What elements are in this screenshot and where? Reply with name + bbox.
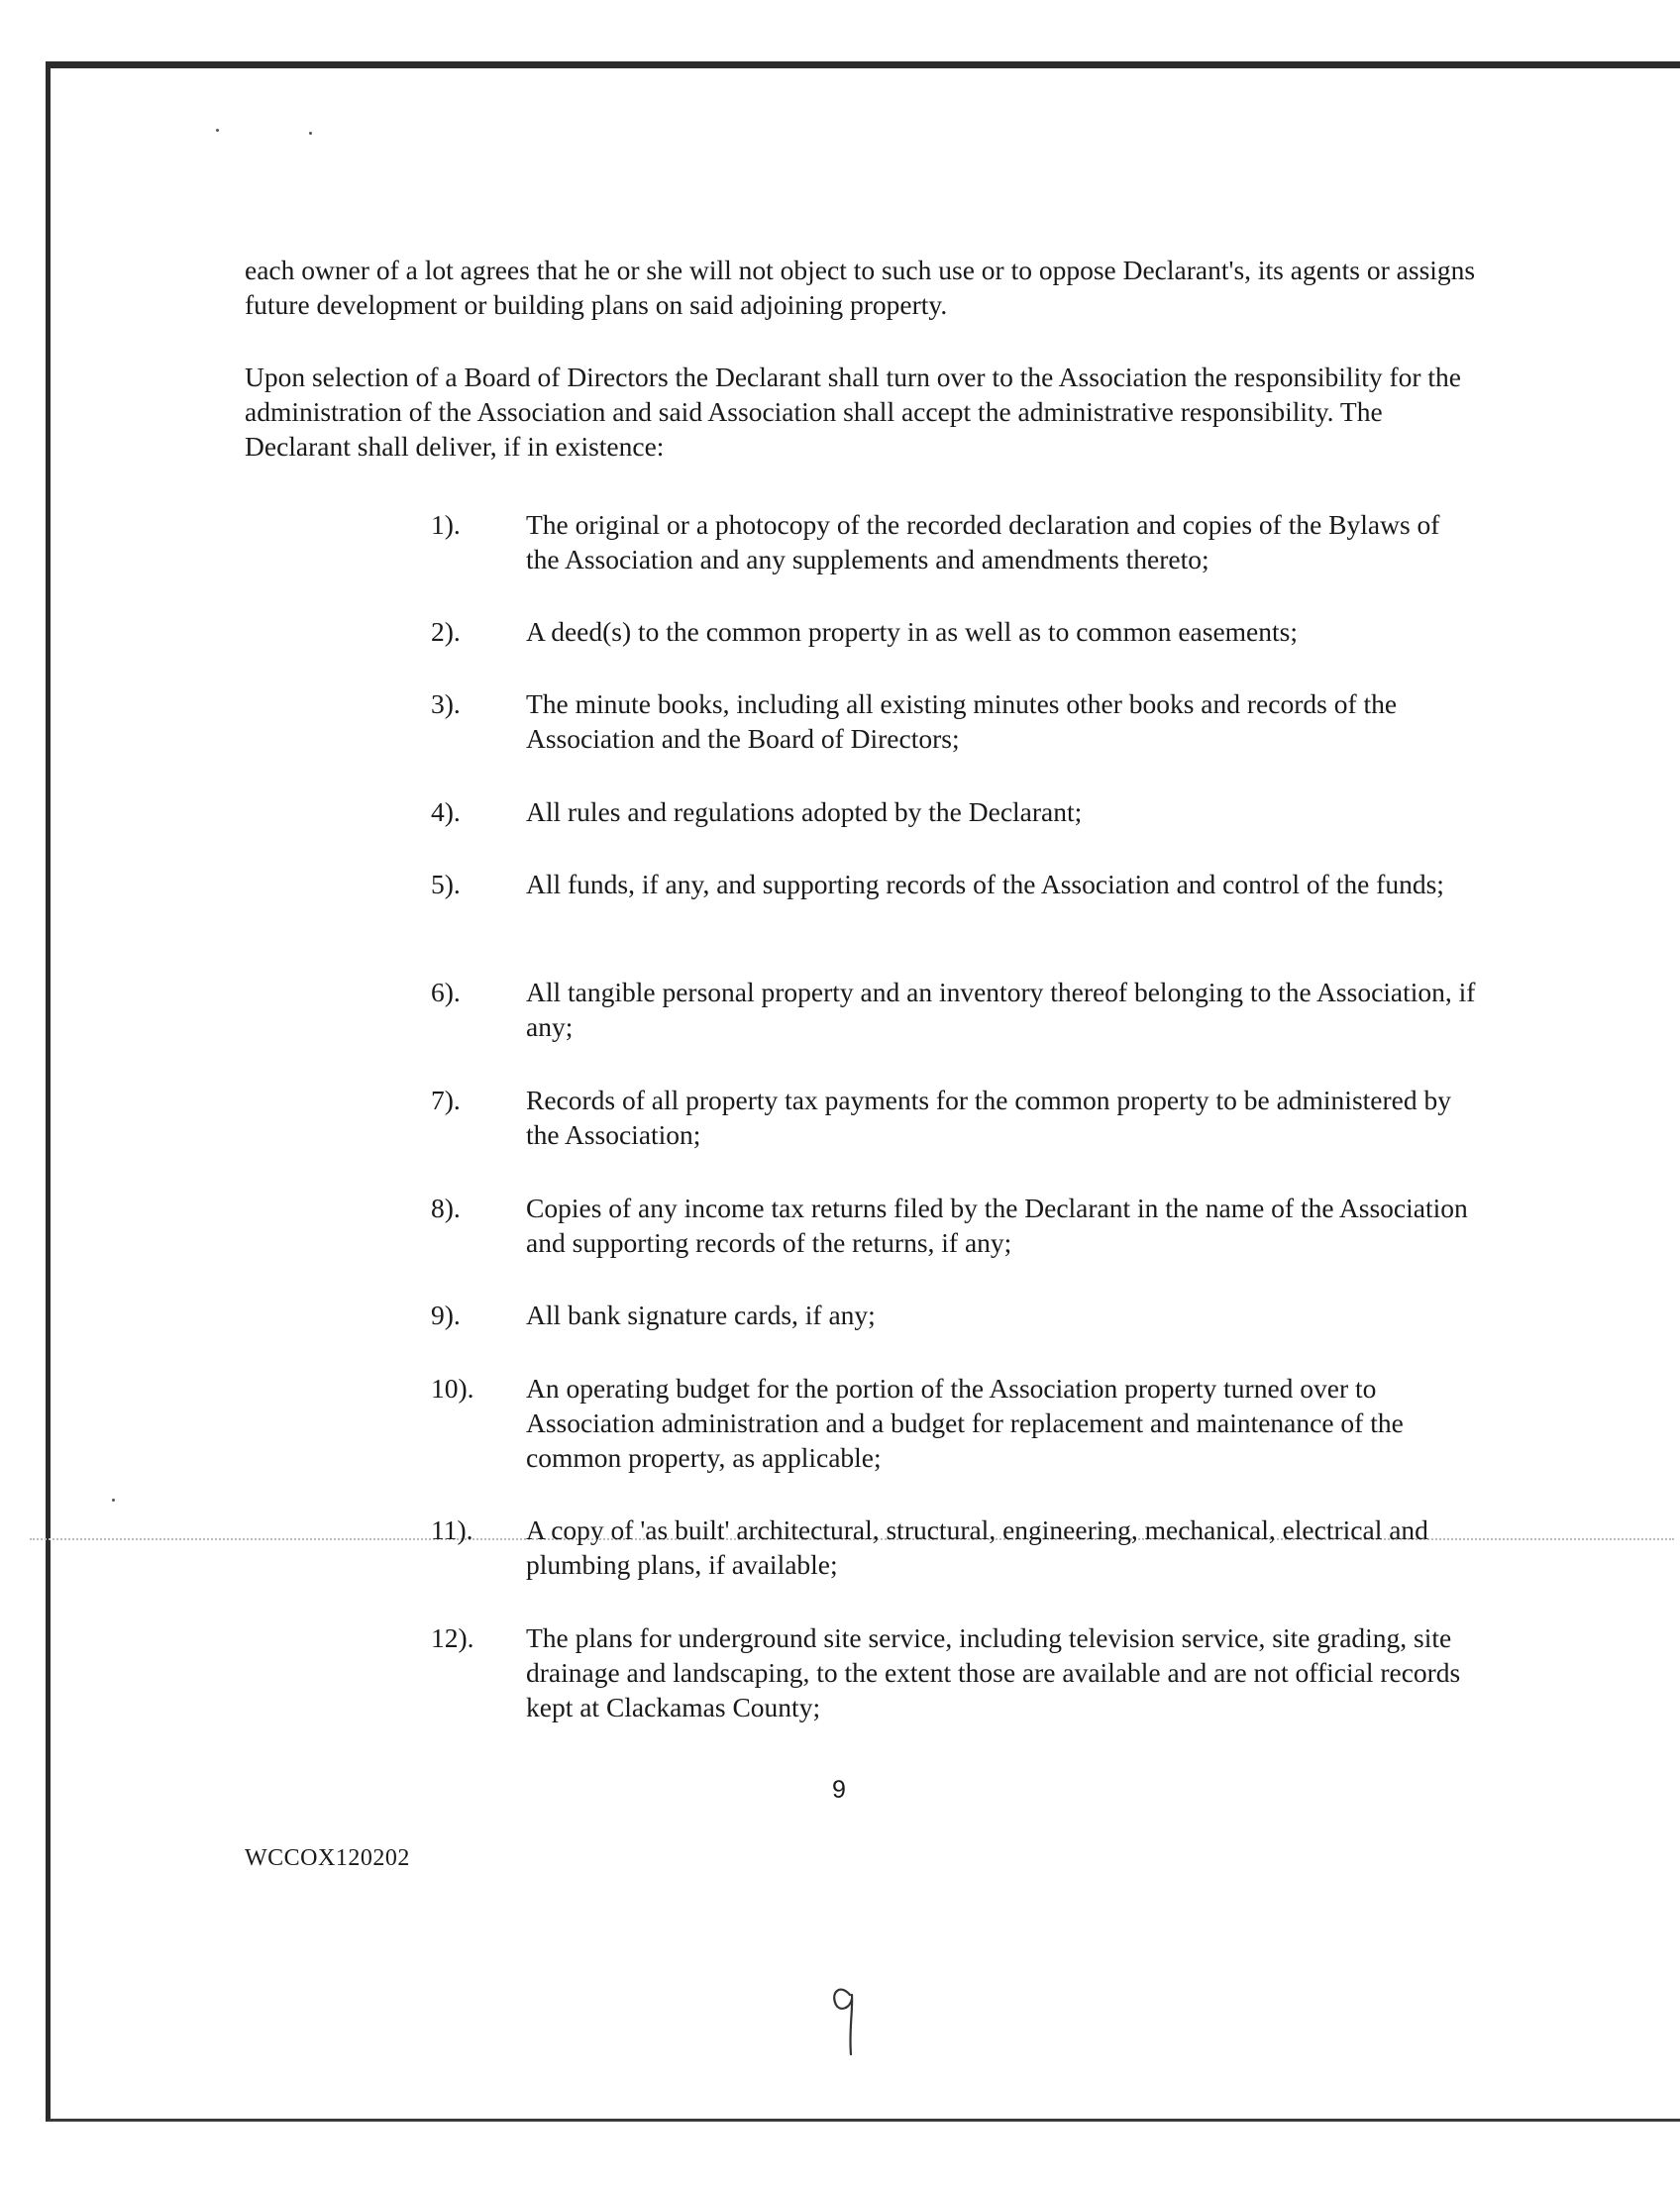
list-item-text: A copy of 'as built' architectural, structural, engineering, mechanical, electrical and plumbing plans, if available; bbox=[526, 1514, 1428, 1580]
list-item-text: A deed(s) to the common property in as well as to common easements; bbox=[526, 616, 1298, 647]
list-item-text: All tangible personal property and an inventory thereof belonging to the Association, if any; bbox=[526, 977, 1476, 1042]
scan-speck bbox=[309, 132, 312, 135]
list-item-number: 10). bbox=[431, 1373, 474, 1404]
scan-speck bbox=[112, 1499, 115, 1502]
list-item-number: 2). bbox=[431, 616, 461, 647]
list-item-text: The minute books, including all existing minutes other books and records of the Association and the Board of Directors; bbox=[526, 688, 1398, 754]
list-item-text: Records of all property tax payments for the common property to be administered by the Association; bbox=[526, 1085, 1451, 1150]
list-item-text: All funds, if any, and supporting records of the Association and control of the funds; bbox=[526, 869, 1444, 899]
list-item-number: 5). bbox=[431, 869, 461, 899]
list-item-text: The original or a photocopy of the recorded declaration and copies of the Bylaws of the Association and any supplements and amendments thereto; bbox=[526, 509, 1440, 574]
list-item-number: 12). bbox=[431, 1622, 474, 1653]
list-item-number: 8). bbox=[431, 1193, 461, 1223]
list-item-text: All bank signature cards, if any; bbox=[526, 1300, 876, 1330]
list-item-number: 3). bbox=[431, 688, 461, 719]
document-code: WCCOX120202 bbox=[245, 1845, 410, 1871]
list-item-number: 4). bbox=[431, 796, 461, 827]
scan-speck bbox=[216, 129, 219, 132]
list-item-text: The plans for underground site service, including television service, site grading, site drainage and landscaping, to the extent those are available and are not official records kept at Clackamas County; bbox=[526, 1622, 1461, 1722]
list-item-number: 7). bbox=[431, 1085, 461, 1115]
list-item-text: Copies of any income tax returns filed by the Declarant in the name of the Association and supporting records of the returns, if any; bbox=[526, 1193, 1468, 1258]
list-item-number: 6). bbox=[431, 977, 461, 1007]
transfer-paragraph: Upon selection of a Board of Directors the Declarant shall turn over to the Association the responsibility for the administration of the Association and said Association shall accept the administrative responsibility. The Declarant shall deliver, if in existence: bbox=[245, 362, 1462, 462]
list-item-number: 9). bbox=[431, 1300, 461, 1330]
page-number: 9 bbox=[832, 1776, 846, 1804]
handwritten-nine-icon bbox=[828, 1981, 864, 2060]
list-item-number: 1). bbox=[431, 509, 461, 540]
list-item-text: An operating budget for the portion of the Association property turned over to Association administration and a budget for replacement and maintenance of the common property, as applicable; bbox=[526, 1373, 1404, 1473]
list-item-number: 11). bbox=[431, 1514, 473, 1545]
list-item-text: All rules and regulations adopted by the Declarant; bbox=[526, 796, 1083, 827]
intro-paragraph: each owner of a lot agrees that he or she will not object to such use or to oppose Declarant's, its agents or assigns future development or building plans on said adjoining property. bbox=[245, 255, 1476, 320]
handwritten-page-mark bbox=[828, 1981, 864, 2065]
